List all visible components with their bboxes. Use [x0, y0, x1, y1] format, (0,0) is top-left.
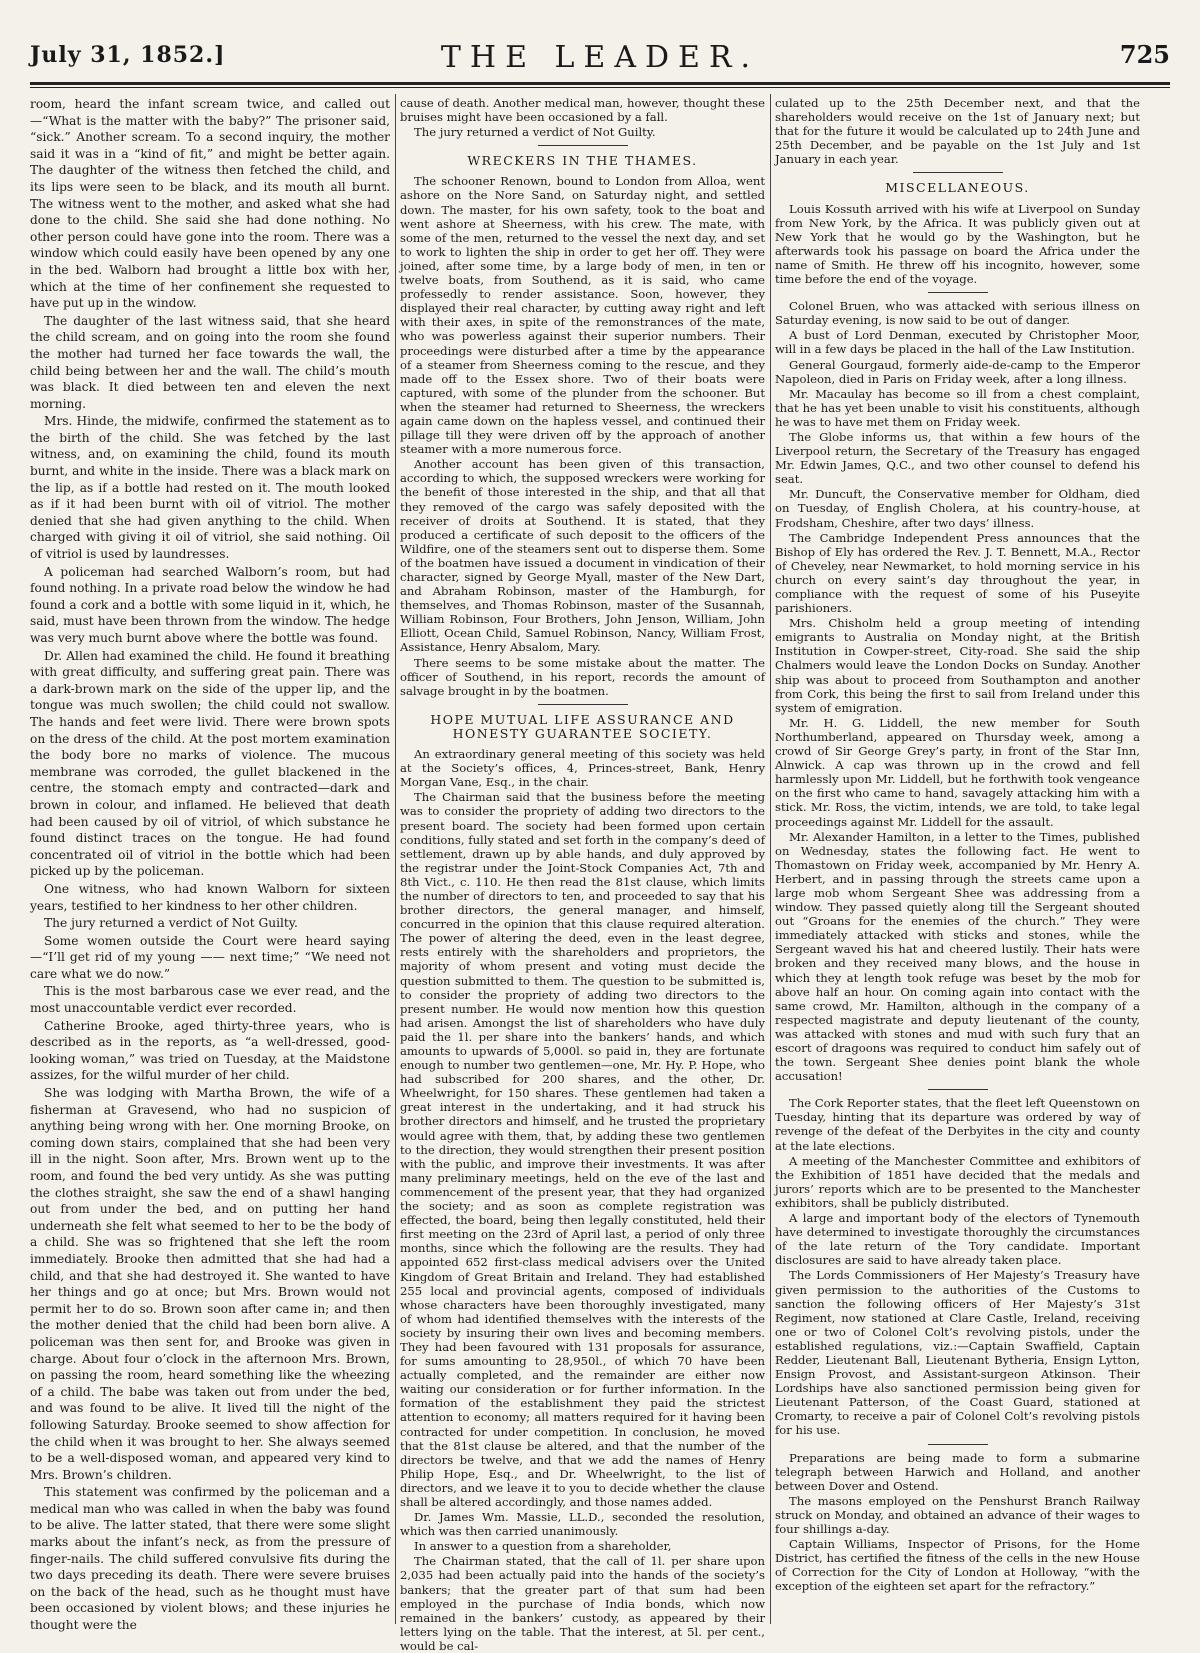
paragraph: Some women outside the Court were heard saying—“I’ll get rid of my young —— next time;” “We need not care what we do now.”	[30, 933, 390, 981]
paragraph: Mr. H. G. Liddell, the new member for South Northumberland, appeared on Thursday week, among a crowd of Sir George Grey’s party, in front of the Star Inn, Alnwick. A cap was thrown up in the crowd and fell harmlessly upon Mr. Liddell, but he forthwith took vengeance on the first who came to hand, savagely attacking him with a stick. Mr. Ross, the victim, intends, we are told, to take legal proceedings against Mr. Liddell for the assault.	[775, 715, 1140, 829]
paragraph: One witness, who had known Walborn for sixteen years, testified to her kindness to her other children.	[30, 881, 390, 913]
paragraph: A meeting of the Manchester Committee and exhibitors of the Exhibition of 1851 have decided that the medals and jurors’ reports which are to be presented to the Manchester exhibitors, shall be publicly distributed.	[775, 1153, 1140, 1210]
paragraph: The jury returned a verdict of Not Guilty.	[414, 125, 656, 140]
column-1	[30, 96, 390, 1633]
paragraph: A bust of Lord Denman, executed by Christopher Moor, will in a few days be placed in the hall of the Law Institution.	[775, 328, 1140, 357]
paragraph: The daughter of the last witness said, that she heard the child scream, and on going into the room she found the mother had turned her face towards the wall, the child being between her and the wall. The child’s mouth was black. It died between ten and eleven the next morning.	[30, 313, 390, 411]
paragraph: The schooner Renown, bound to London from Alloa, went ashore on the Nore Sand, on Saturday night, and settled down. The master, for his own safety, took to the boat and went ashore at Sheerness, with his crew. The mate, with some of the men, returned to the vessel the next day, and set to work to lighten the ship in order to get her off. They were joined, after some time, by a large body of men, in ten or twelve boats, from Southend, as it is said, who came professedly to render assistance. Soon, however, they displayed their real character, by cutting away right and left with their axes, in spite of the remonstrances of the mate, who was powerless against their superior numbers. Their proceedings were disturbed after a time by the appearance of a steamer from Sheerness coming to the rescue, and they made off to the Essex shore. Two of their boats were captured, with some of the plunder from the schooner. But when the steamer had returned to Sheerness, the wreckers again came down on the hapless vessel, and continued their pillage till they were driven off by the approach of another steamer with a more numerous force.	[400, 174, 765, 457]
paragraph: The Globe informs us, that within a few hours of the Liverpool return, the Secretary of the Treasury has engaged Mr. Edwin James, Q.C., and two other counsel to defend his seat.	[775, 429, 1140, 487]
paragraph: Catherine Brooke, aged thirty-three years, who is described as in the reports, as “a well-dressed, good-looking woman,” was tried on Tuesday, at the Maidstone assizes, for the wilful murder of her child.	[30, 1018, 390, 1083]
paragraph: This is the most barbarous case we ever read, and the most unaccountable verdict ever recorded.	[30, 984, 390, 1016]
issue-date: July 31, 1852.]	[30, 42, 226, 68]
newspaper-title: THE LEADER.	[440, 40, 760, 75]
paragraph: A policeman had searched Walborn’s room, but had found nothing. In a private road below the window he had found a cork and a bottle with some liquid in it, which, he said, must have been thrown from the window. The hedge was very much burnt above where the bottle was found.	[30, 564, 390, 645]
paragraph: She was lodging with Martha Brown, the wife of a fisherman at Gravesend, who had no suspicion of anything being wrong with her. One morning Brooke, on coming down stairs, complained that she had been very ill in the night. Soon after, Mrs. Brown went up to the room, and found the bed very untidy. As she was putting the clothes straight, she saw the end of a shawl hanging out from under the bed, and on putting her hand underneath she felt what seemed to her to be the body of a child. She was so frightened that she left the room immediately. Brooke then admitted that she had had a child, and that she had destroyed it. She wanted to have her things and go at once; but Mrs. Brown would not permit her to do so. Brown soon after came in; and then the mother denied that the child had been born alive. A policeman was then sent for, and Brooke was given in charge. About four o’clock in the afternoon Mrs. Brown, on passing the room, heard something like the wheezing of a child. The babe was taken out from under the bed, and was found to be alive. It lived till the night of the following Saturday. Brooke seemed to show affection for the child when it was brought to her. She always seemed to be a well-disposed woman, and appeared very kind to Mrs. Brown’s children.	[30, 1086, 390, 1482]
paragraph: The Cambridge Independent Press announces that the Bishop of Ely has ordered the Rev. J. T. Bennett, M.A., Rector of Cheveley, near Newmarket, to hold morning service in his church on every saint’s day throughout the year, in compliance with the request of some of his Puseyite parishioners.	[775, 530, 1140, 616]
paragraph: This statement was confirmed by the policeman and a medical man who was called in when the baby was found to be alive. The latter stated, that there were some slight marks about the infant’s neck, as from the pressure of finger-nails. The child suffered convulsive fits during the two days preceding its death. There were severe bruises on the back of the head, such as he thought must have been occasioned by violent blows; and these injuries he thought were the	[30, 1485, 390, 1633]
paragraph: Mrs. Chisholm held a group meeting of intending emigrants to Australia on Monday night, at the British Institution in Cowper-street, City-road. She said the ship Chalmers would leave the London Docks on Sunday. Another ship was about to proceed from Southampton and another from Cork, this being the first to sail from Ireland under this system of emigration.	[775, 616, 1140, 715]
section-separator	[913, 172, 1003, 173]
paragraph: culated up to the 25th December next, and that the shareholders would receive on the 1st of January next; but that for the future it would be calculated up to 24th June and 25th December, and be payable on the 1st July and 1st January in each year.	[775, 96, 1140, 167]
paragraph: Dr. James Wm. Massie, LL.D., seconded the resolution, which was then carried unanimously.	[400, 1510, 765, 1539]
paragraph: Mr. Duncuft, the Conservative member for Oldham, died on Tuesday, of English Cholera, at his country-house, at Frodsham, Cheshire, after two days’ illness.	[775, 487, 1140, 530]
section-separator	[538, 145, 628, 146]
paragraph: Captain Williams, Inspector of Prisons, for the Home District, has certified the fitness of the cells in the new House of Correction for the City of London at Holloway, “with the exception of the eighteen set apart for the refractory.”	[775, 1537, 1140, 1594]
paragraph: The Cork Reporter states, that the fleet left Queenstown on Tuesday, hinting that its departure was ordered by way of revenge of the defeat of the Derbyites in the city and county at the late elections.	[775, 1096, 1140, 1153]
paragraph: Preparations are being made to form a submarine telegraph between Harwich and Holland, and another between Dover and Ostend.	[775, 1450, 1140, 1493]
item-separator	[928, 292, 988, 293]
paragraph: Colonel Bruen, who was attacked with serious illness on Saturday evening, is now said to be out of danger.	[775, 299, 1140, 328]
header-rule-thin	[30, 87, 1170, 88]
paragraph: A large and important body of the electors of Tynemouth have determined to investigate thoroughly the circumstances of the late return of the Tory candidate. Important disclosures are said to have already taken place.	[775, 1211, 1140, 1268]
header-rule	[30, 82, 1170, 85]
paragraph: The Lords Commissioners of Her Majesty’s Treasury have given permission to the authorities of the Customs to sanction the following officers of Her Majesty’s 31st Regiment, now stationed at Clare Castle, Ireland, receiving one or two of Colonel Colt’s revolving pistols, under the established regulations, viz.:—Captain Swaffield, Captain Redder, Lieutenant Ball, Lieutenant Bytheria, Ensign Lytton, Ensign Provost, and Assistant-surgeon Atkinson. Their Lordships have also sanctioned permission being given for Lieutenant Patterson, of the Coast Guard, stationed at Cromarty, to receive a pair of Colonel Colt’s revolving pistols for his use.	[775, 1268, 1140, 1438]
section-heading-wreckers: WRECKERS IN THE THAMES.	[467, 153, 698, 169]
paragraph: room, heard the infant scream twice, and called out—“What is the matter with the baby?” The prisoner said, “sick.” Another scream. To a second inquiry, the mother said it was in a “kind of fit,” and might be better again. The daughter of the witness then fetched the child, and its lips were seen to be black, and its mouth all burnt. The witness went to the mother, and asked what she had done to the child. She said she had done nothing. No other person could have gone into the room. There was a window which could easily have been opened by any one in the bed. Walborn had brought a little box with her, which at the time of her confinement she requested to have put up in the window.	[30, 97, 390, 311]
paragraph: Mr. Macaulay has become so ill from a chest complaint, that he has yet been unable to visit his constituents, although he was to have met them on Friday week.	[775, 386, 1140, 429]
paragraph: cause of death. Another medical man, however, thought these bruises might have been occasioned by a fall.	[400, 96, 765, 125]
paragraph: The Chairman said that the business before the meeting was to consider the propriety of adding two directors to the present board. The society had been formed upon certain conditions, fully stated and set forth in the company’s deed of settlement, drawn up by able hands, and duly approved by the registrar under the Joint-Stock Companies Act, 7th and 8th Vict., c. 110. He then read the 81st clause, which limits the number of directors to ten, and proceeded to say that his brother directors, the general manager, and himself, concurred in the opinion that this clause required alteration. The power of altering the deed, even in the least degree, rests entirely with the shareholders and proprietors, the majority of whom present and voting must decide the question submitted to them. The question to be submitted is, to consider the propriety of adding two directors to the present number. He would now mention how this question had arisen. Amongst the list of shareholders who have duly paid the 1l. per share into the bankers’ hands, and which amounts to upwards of 5,000l. so paid in, they are fortunate enough to number two gentlemen—one, Mr. Hy. P. Hope, who had subscribed for 200 shares, and the other, Dr. Wheelwright, for 150 shares. These gentlemen had taken a great interest in the undertaking, and it had struck his brother directors and himself, and he trusted the proprietary would agree with them, that, by adding these two gentlemen to the direction, they would strengthen their present position with the public, and improve their investments. It was after many preliminary meetings, held on the eve of the last and commencement of the present year, that they had organized the society; and as soon as complete registration was effected, the board, being then legally constituted, held their first meeting on the 23rd of April last, a period of only three months, since which the following are the results. They had appointed 652 first-class medical advisers over the United Kingdom of Great Britain and Ireland. They had established 255 local and provincial agents, composed of individuals whose characters have been thoroughly investigated, many of whom had identified themselves with the interests of the society by insuring their own lives and becoming members. They had been favoured with 131 proposals for assurance, for sums amounting to 28,950l., of which 70 have been actually completed, and the remainder are either now waiting our consideration or for further information. In the formation of the establishment they paid the strictest attention to economy; all matters required for it having been contracted for under competition. In conclusion, he moved that the 81st clause be altered, and that the number of the directors be twelve, and that we add the names of Henry Philip Hope, Esq., and Dr. Wheelwright, to the list of directors, and we leave it to you to decide whether the clause shall be altered accordingly, and those names added.	[400, 790, 765, 1509]
column-divider	[395, 94, 396, 1624]
paragraph: The masons employed on the Penshurst Branch Railway struck on Monday, and obtained an advance of their wages to four shillings a-day.	[775, 1493, 1140, 1536]
page-number: 725	[1119, 40, 1170, 69]
paragraph: In answer to a question from a shareholder,	[414, 1539, 672, 1554]
paragraph: Mrs. Hinde, the midwife, confirmed the statement as to the birth of the child. She was fetched by the last witness, and, on examining the child, found its mouth burnt, and white in the inside. There was a black mark on the lip, as if a bottle had rested on it. The mouth looked as if it had been burnt with oil of vitriol. The mother denied that she had given anything to the child. When charged with giving it oil of vitriol, she said nothing. Oil of vitriol is used by laundresses.	[30, 414, 390, 562]
paragraph: Mr. Alexander Hamilton, in a letter to the Times, published on Wednesday, states the following fact. He went to Thomastown on Friday week, accompanied by Mr. Henry A. Herbert, and in passing through the streets came upon a large mob whom Sergeant Shee was addressing from a window. They passed quietly along till the Sergeant shouted out “Groans for the enemies of the church.” They were immediately attacked with sticks and stones, while the Sergeant waved his hat and cheered lustily. Their hats were broken and they received many blows, and the house in which they at length took refuge was beset by the mob for above half an hour. On coming again into contact with the same crowd, Mr. Hamilton, although in the company of a respected magistrate and deputy lieutenant of the county, was attacked with stones and mud with such fury that an escort of dragoons was required to conduct him safely out of the town. Sergeant Shee denies point blank the whole accusation!	[775, 829, 1140, 1084]
paragraph: The jury returned a verdict of Not Guilty.	[44, 916, 298, 931]
paragraph: The Chairman stated, that the call of 1l. per share upon 2,035 had been actually paid into the hands of the society’s bankers; that the greater part of that sum had been employed in the purchase of India bonds, which now remained in the bankers’ custody, as appeared by their letters lying on the table. That the interest, at 5l. per cent., would be cal-	[400, 1554, 765, 1653]
section-heading-miscellaneous: MISCELLANEOUS.	[885, 180, 1030, 196]
paragraph: Another account has been given of this transaction, according to which, the supposed wreckers were working for the benefit of those interested in the ship, and that all that they removed of the cargo was safely deposited with the receiver of droits at Southend. It is stated, that they produced a certificate of such deposit to the officers of the Wildfire, one of the steamers sent out to disperse them. Some of the boatmen have issued a document in vindication of their character, signed by George Myall, master of the New Dart, and Abraham Robinson, master of the Hamburgh, for themselves, and Thomas Robinson, master of the Susannah, William Robinson, Four Brothers, John Jenson, William, John Elliott, Ocean Child, Samuel Robinson, Nancy, William Frost, Assistance, Henry Absalom, Mary.	[400, 457, 765, 655]
paragraph: There seems to be some mistake about the matter. The officer of Southend, in his report, records the amount of salvage brought in by the boatmen.	[400, 655, 765, 698]
item-separator	[928, 1444, 988, 1445]
paragraph: Louis Kossuth arrived with his wife at Liverpool on Sunday from New York, by the Africa. It was publicly given out at New York that he would go by the Washington, but he afterwards took his passage on board the Africa under the name of Smith. He threw off his incognito, however, some time before the end of the voyage.	[775, 201, 1140, 287]
section-heading-hope-mutual: HOPE MUTUAL LIFE ASSURANCE AND HONESTY GUARANTEE SOCIETY.	[430, 711, 735, 741]
paragraph: Dr. Allen had examined the child. He found it breathing with great difficulty, and suffering great pain. There was a dark-brown mark on the side of the upper lip, and the tongue was much swollen; the child could not swallow. The hands and feet were livid. There were brown spots on the dress of the child. At the post mortem examination the body bore no marks of violence. The mucous membrane was corroded, the gullet blackened in the centre, the stomach empty and contracted—dark and brown in colour, and inflamed. He believed that death had been caused by oil of vitriol, of which substance he found distinct traces on the tongue. He had found concentrated oil of vitriol in the bottle which had been picked up by the policeman.	[30, 648, 390, 879]
paragraph: An extraordinary general meeting of this society was held at the Society’s offices, 4, Princes-street, Bank, Henry Morgan Vane, Esq., in the chair.	[400, 747, 765, 790]
column-2	[400, 96, 765, 1653]
item-separator	[928, 1089, 988, 1090]
paragraph: General Gourgaud, formerly aide-de-camp to the Emperor Napoleon, died in Paris on Friday week, after a long illness.	[775, 357, 1140, 386]
column-3	[775, 96, 1140, 1626]
section-separator	[538, 704, 628, 705]
column-divider	[770, 94, 771, 1624]
